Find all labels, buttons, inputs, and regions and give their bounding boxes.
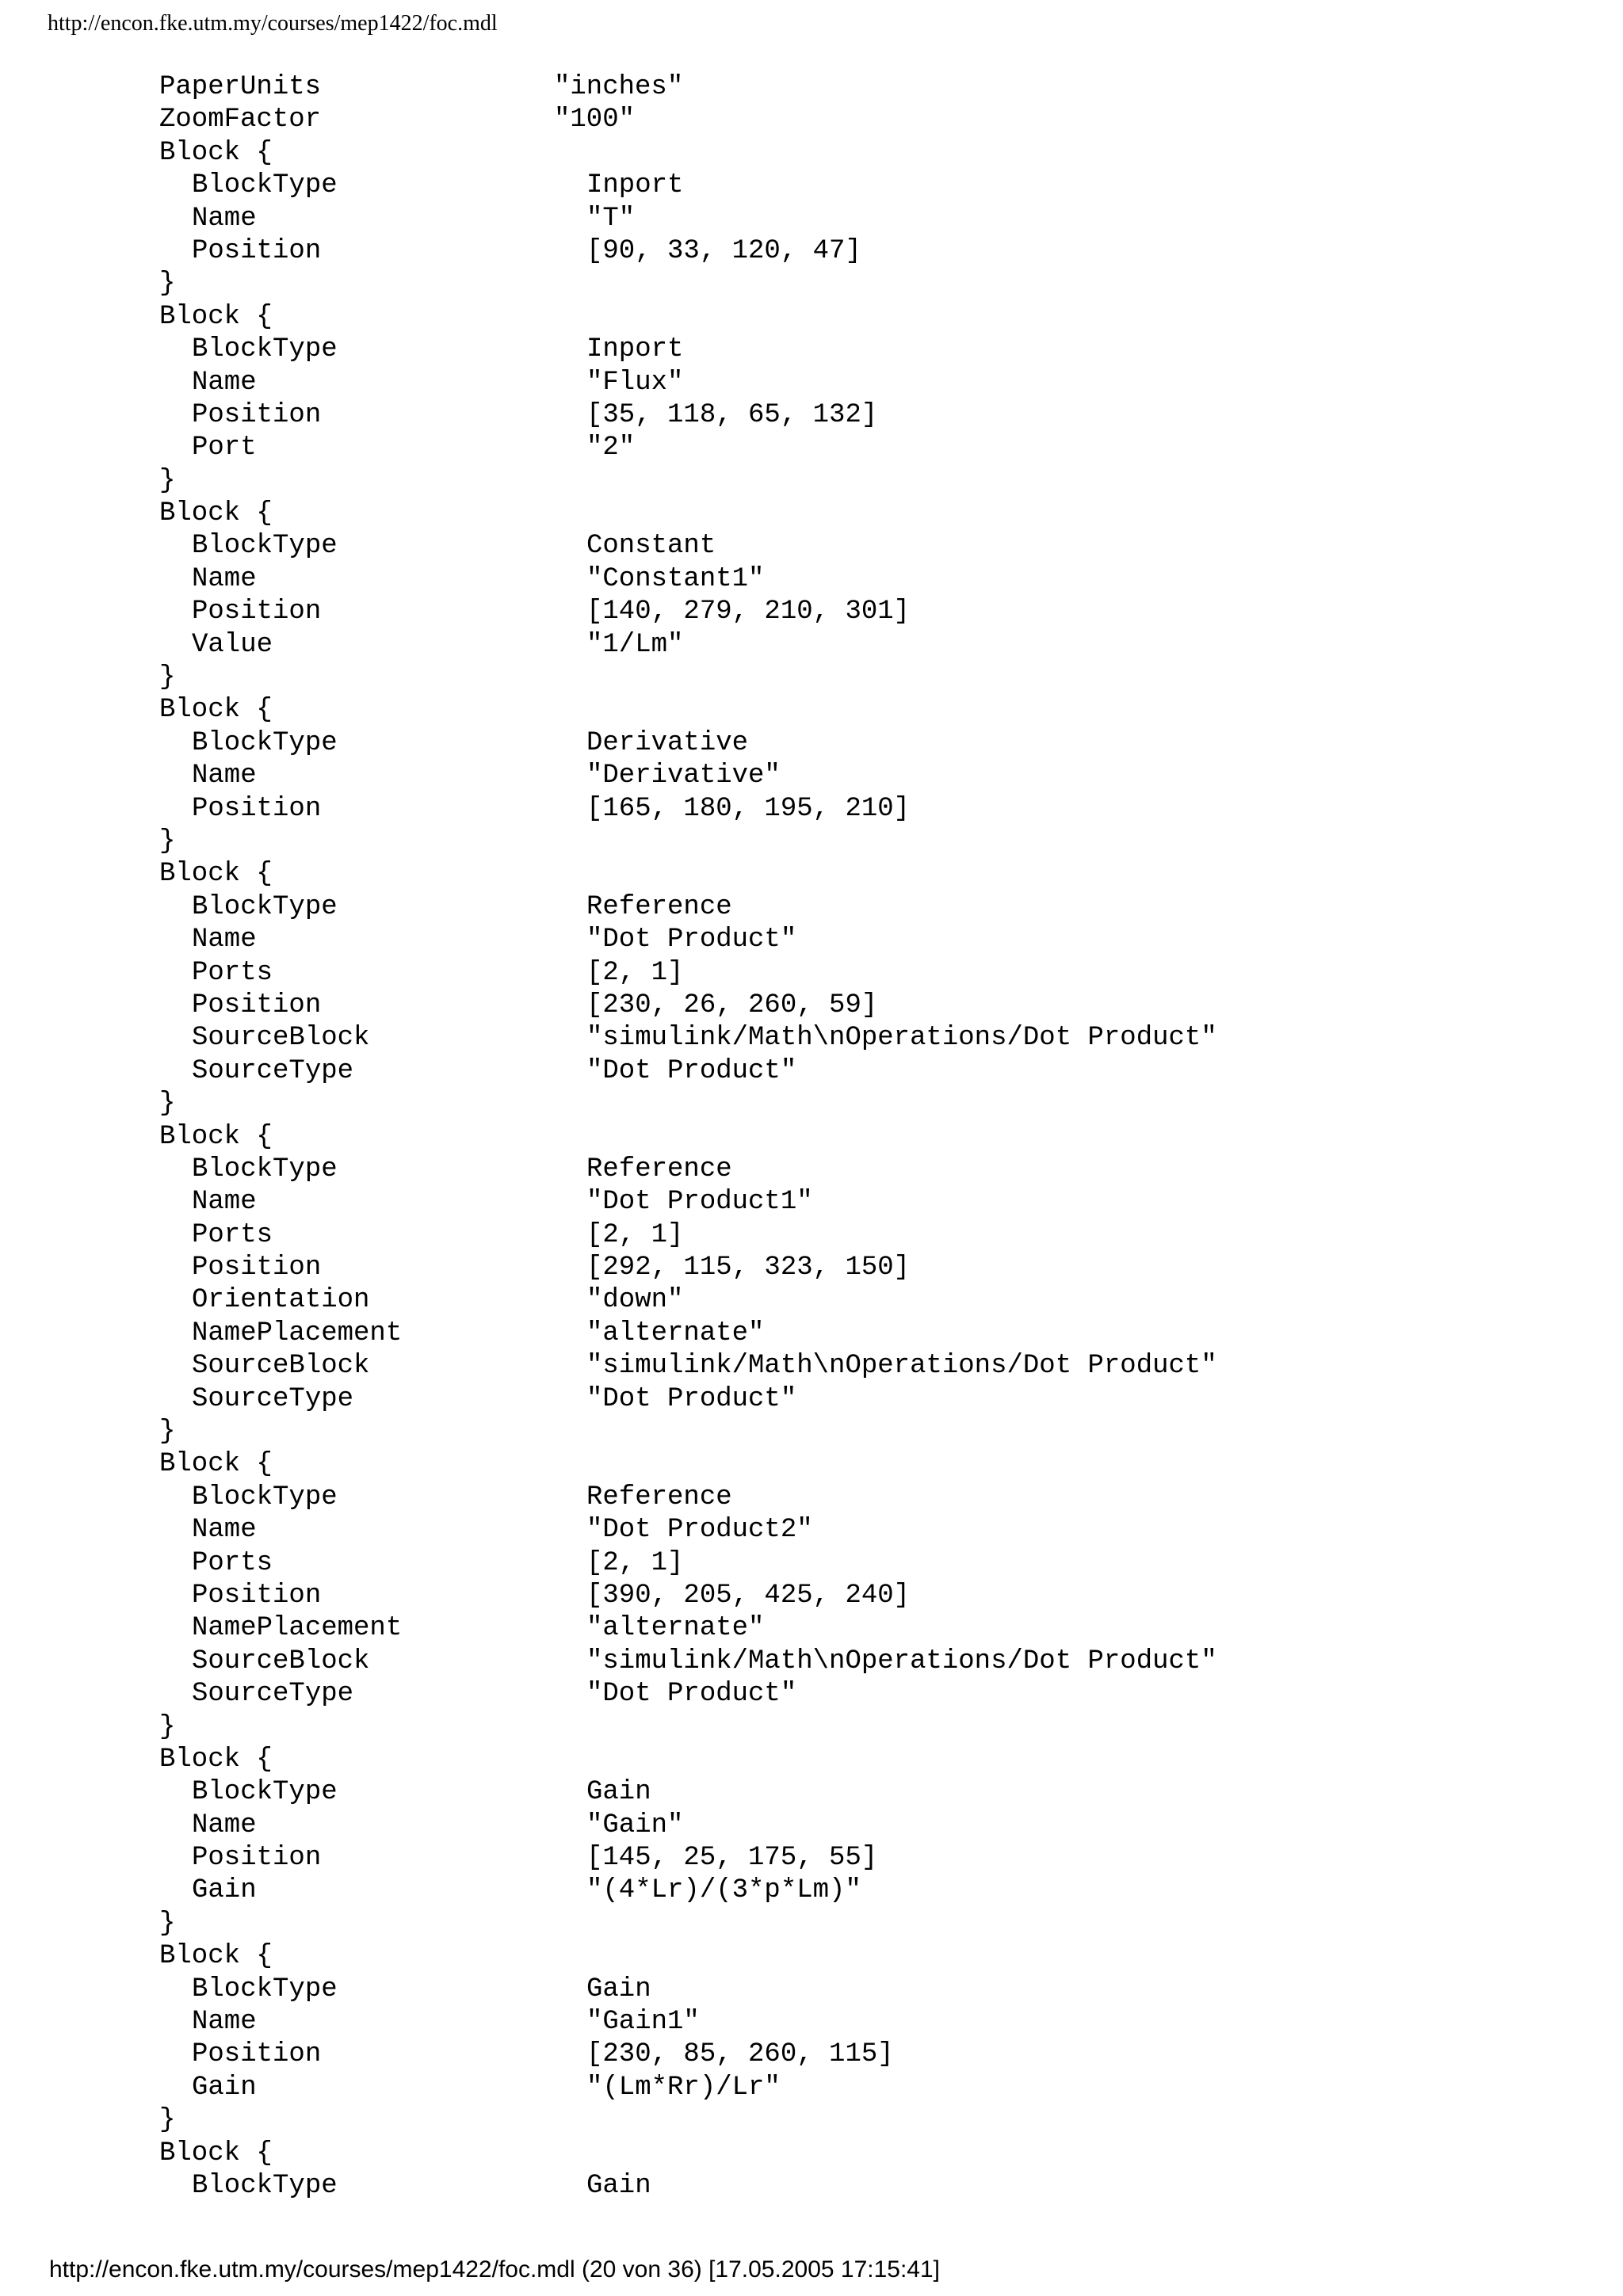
property-key: Name [192,1187,257,1218]
property-value: Reference [586,1482,732,1512]
property-value: "Dot Product" [586,1383,797,1414]
property-key: Position [192,990,322,1020]
property-key: Port [192,433,257,463]
property-value: "(4*Lr)/(3*p*Lm)" [586,1875,861,1906]
block-close: } [159,662,176,693]
property-key: Name [192,367,257,398]
block-open: Block { [159,1449,273,1480]
property-key: Name [192,761,257,791]
page-header-url: http://encon.fke.utm.my/courses/mep1422/foc.mdl [48,11,498,36]
property-key: BlockType [192,334,338,365]
block-close: } [159,826,176,856]
block-close: } [159,1908,176,1939]
property-value: [292, 115, 323, 150] [586,1253,911,1283]
property-value: [2, 1] [586,957,684,988]
property-key: Value [192,629,273,660]
block-close: } [159,1711,176,1742]
block-close: } [159,269,176,299]
property-value: "Flux" [586,367,684,398]
property-key: Position [192,235,322,266]
block-close: } [159,2105,176,2136]
property-key: BlockType [192,727,338,758]
property-value: Inport [586,170,684,201]
property-key: BlockType [192,1777,338,1808]
property-key: Name [192,1515,257,1546]
property-key: Position [192,793,322,824]
property-value: "inches" [554,72,684,102]
property-value: "alternate" [586,1613,765,1644]
property-key: SourceBlock [192,1351,370,1382]
property-key: Ports [192,1547,273,1578]
property-key: Name [192,1810,257,1840]
property-key: BlockType [192,1154,338,1184]
property-key: Name [192,2007,257,2038]
property-key: BlockType [192,1974,338,2004]
block-open: Block { [159,1744,273,1775]
property-value: "Dot Product2" [586,1515,813,1546]
property-key: BlockType [192,170,338,201]
property-value: [230, 85, 260, 115] [586,2039,894,2070]
property-value: "Derivative" [586,761,781,791]
property-key: Gain [192,2072,257,2103]
property-value: "Dot Product" [586,925,797,955]
property-key: Position [192,1580,322,1611]
property-key: SourceBlock [192,1646,370,1676]
property-key: Position [192,1253,322,1283]
property-key: Ports [192,957,273,988]
property-value: [165, 180, 195, 210] [586,793,911,824]
block-close: } [159,465,176,496]
property-value: Constant [586,531,716,562]
property-key: Orientation [192,1285,370,1316]
property-value: "Gain" [586,1810,684,1840]
property-key: SourceType [192,1383,354,1414]
property-value: [90, 33, 120, 47] [586,235,861,266]
property-value: Reference [586,891,732,922]
property-value: "simulink/Math\nOperations/Dot Product" [586,1646,1217,1676]
property-value: Gain [586,2171,651,2201]
property-value: "simulink/Math\nOperations/Dot Product" [586,1351,1217,1382]
property-key: Position [192,1843,322,1874]
property-key: Name [192,563,257,594]
property-value: [390, 205, 425, 240] [586,1580,911,1611]
property-key: Position [192,2039,322,2070]
property-value: "(Lm*Rr)/Lr" [586,2072,781,2103]
property-key: Position [192,399,322,430]
property-key: BlockType [192,531,338,562]
property-value: "alternate" [586,1318,765,1348]
property-key: SourceType [192,1055,354,1086]
property-value: Gain [586,1777,651,1808]
block-open: Block { [159,137,273,168]
property-key: NamePlacement [192,1613,403,1644]
property-key: NamePlacement [192,1318,403,1348]
block-open: Block { [159,498,273,529]
property-value: "down" [586,1285,684,1316]
property-key: SourceType [192,1679,354,1710]
block-open: Block { [159,695,273,726]
property-value: "Constant1" [586,563,765,594]
block-open: Block { [159,301,273,332]
property-key: BlockType [192,2171,338,2201]
page-footer: http://encon.fke.utm.my/courses/mep1422/foc.mdl (20 von 36) [17.05.2005 17:15:41] [49,2256,941,2283]
property-value: [2, 1] [586,1547,684,1578]
block-open: Block { [159,859,273,890]
property-value: [2, 1] [586,1219,684,1250]
property-value: "simulink/Math\nOperations/Dot Product" [586,1023,1217,1054]
property-value: "100" [554,105,636,135]
property-key: Ports [192,1219,273,1250]
property-key: Name [192,925,257,955]
property-value: [35, 118, 65, 132] [586,399,878,430]
property-key: Name [192,203,257,234]
property-value: [140, 279, 210, 301] [586,597,911,627]
block-close: } [159,1089,176,1119]
property-key: PaperUnits [159,72,322,102]
property-value: [145, 25, 175, 55] [586,1843,878,1874]
property-key: BlockType [192,891,338,922]
property-key: Position [192,597,322,627]
property-value: "Dot Product" [586,1679,797,1710]
property-key: SourceBlock [192,1023,370,1054]
block-open: Block { [159,1121,273,1152]
property-value: [230, 26, 260, 59] [586,990,878,1020]
property-value: Reference [586,1154,732,1184]
block-open: Block { [159,1941,273,1972]
property-value: "1/Lm" [586,629,684,660]
property-value: "Dot Product" [586,1055,797,1086]
property-key: BlockType [192,1482,338,1512]
block-close: } [159,1417,176,1447]
property-value: Inport [586,334,684,365]
block-open: Block { [159,2138,273,2168]
property-key: Gain [192,1875,257,1906]
property-value: "Gain1" [586,2007,700,2038]
property-value: "Dot Product1" [586,1187,813,1218]
property-key: ZoomFactor [159,105,322,135]
property-value: Gain [586,1974,651,2004]
property-value: Derivative [586,727,749,758]
property-value: "2" [586,433,636,463]
property-value: "T" [586,203,636,234]
